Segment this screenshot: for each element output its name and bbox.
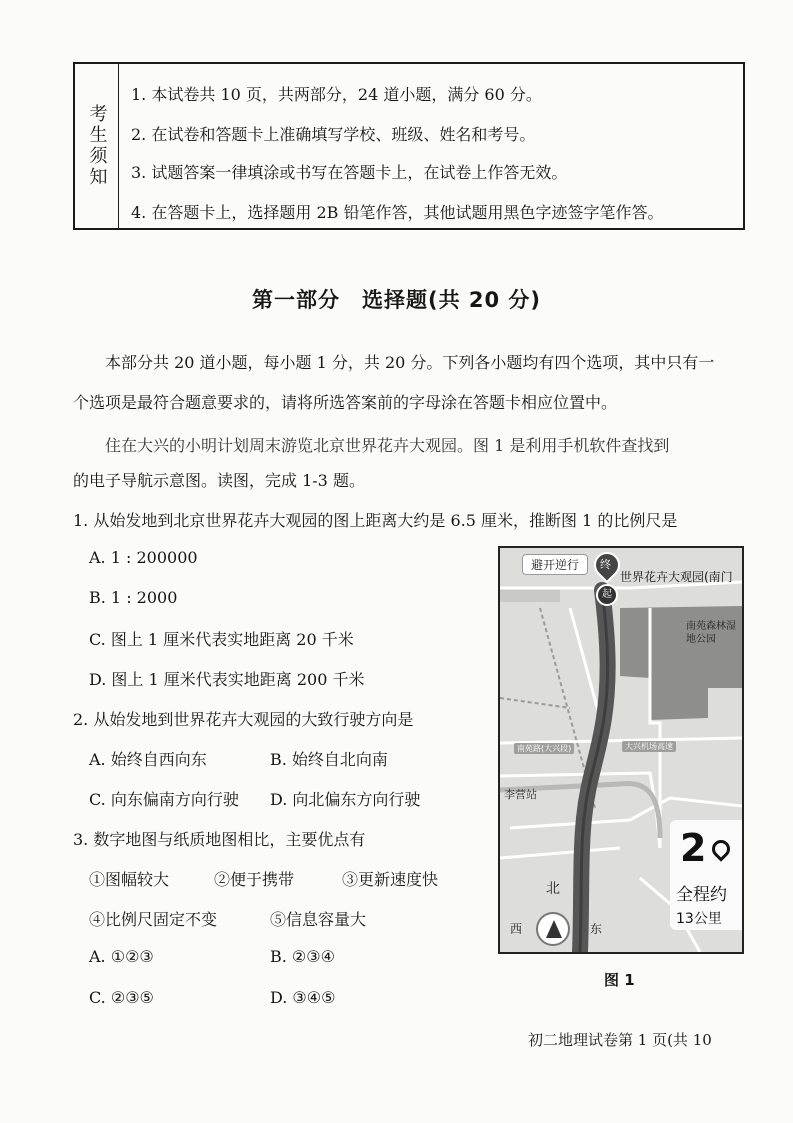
figure-caption: 图 1 bbox=[604, 971, 635, 989]
notice-label: 考生须知 bbox=[86, 104, 108, 188]
station-label: 李营站 bbox=[504, 788, 537, 801]
q3-stem: 3. 数字地图与纸质地图相比，主要优点有 bbox=[73, 830, 366, 849]
q1-option-c: C. 图上 1 厘米代表实地距离 20 千米 bbox=[89, 630, 354, 649]
intro-line-2: 个选项是最符合题意要求的，请将所选答案前的字母涂在答题卡相应位置中。 bbox=[73, 393, 618, 412]
q1-option-a: A. 1 : 200000 bbox=[89, 548, 198, 567]
notice-item-3: 3. 试题答案一律填涂或书写在答题卡上，在试卷上作答无效。 bbox=[131, 163, 568, 182]
notice-item-4: 4. 在答题卡上，选择题用 2B 铅笔作答，其他试题用黑色字迹签字笔作答。 bbox=[131, 203, 664, 222]
road-label-2: 大兴机场高速 bbox=[622, 741, 676, 752]
q2-option-a: A. 始终自西向东 bbox=[89, 750, 207, 769]
destination-label: 世界花卉大观园(南门 bbox=[620, 570, 733, 584]
q3-option-d: D. ③④⑤ bbox=[270, 988, 336, 1007]
start-badge: 起 bbox=[596, 584, 618, 606]
context-line-2: 的电子导航示意图。读图，完成 1-3 题。 bbox=[73, 471, 365, 490]
destination-pin-label: 终 bbox=[600, 558, 611, 571]
q3-option-c: C. ②③⑤ bbox=[89, 988, 154, 1007]
q2-option-b: B. 始终自北向南 bbox=[270, 750, 388, 769]
q2-option-d: D. 向北偏东方向行驶 bbox=[270, 790, 421, 809]
intro-line-1: 本部分共 20 道小题，每小题 1 分，共 20 分。下列各小题均有四个选项，其中只有一 bbox=[105, 353, 715, 372]
q2-stem: 2. 从始发地到世界花卉大观园的大致行驶方向是 bbox=[73, 710, 414, 729]
q1-option-b: B. 1 : 2000 bbox=[89, 588, 178, 607]
park-label: 南苑森林湿地公园 bbox=[686, 621, 736, 645]
notice-item-1: 1. 本试卷共 10 页，共两部分，24 道小题，满分 60 分。 bbox=[131, 85, 542, 104]
current-location-icon bbox=[536, 912, 570, 946]
q1-option-d: D. 图上 1 厘米代表实地距离 200 千米 bbox=[89, 670, 365, 689]
q3-feature-4: ④比例尺固定不变 bbox=[89, 910, 218, 929]
page-footer: 初二地理试卷第 1 页(共 10 bbox=[528, 1031, 712, 1049]
q1-stem: 1. 从始发地到北京世界花卉大观园的图上距离大约是 6.5 厘米，推断图 1 的比例尺是 bbox=[73, 511, 678, 530]
q3-feature-1: ①图幅较大 bbox=[89, 870, 170, 889]
north-label: 北 bbox=[546, 881, 560, 897]
notice-label-cell bbox=[75, 64, 119, 228]
context-line-1: 住在大兴的小明计划周末游览北京世界花卉大观园。图 1 是利用手机软件查找到 bbox=[105, 436, 670, 455]
q2-option-c: C. 向东偏南方向行驶 bbox=[89, 790, 239, 809]
notice-item-2: 2. 在试卷和答题卡上准确填写学校、班级、姓名和考号。 bbox=[131, 125, 536, 144]
q3-option-b: B. ②③④ bbox=[270, 947, 335, 966]
turn-dot-icon bbox=[708, 836, 733, 861]
q3-option-a: A. ①②③ bbox=[89, 947, 154, 966]
q3-feature-3: ③更新速度快 bbox=[342, 870, 439, 889]
navigation-map-figure bbox=[498, 546, 744, 954]
route-summary-panel bbox=[670, 820, 744, 930]
turn-icon: 2 bbox=[680, 826, 707, 870]
section-title: 第一部分 选择题(共 20 分) bbox=[251, 288, 542, 312]
west-label: 西 bbox=[510, 922, 523, 936]
road-label-1: 南苑路(大兴段) bbox=[514, 743, 574, 754]
exam-notice-box bbox=[73, 62, 745, 230]
q3-feature-2: ②便于携带 bbox=[214, 870, 295, 889]
total-label: 全程约 bbox=[676, 885, 727, 905]
q3-feature-5: ⑤信息容量大 bbox=[270, 910, 367, 929]
distance-value: 13公里 bbox=[676, 911, 722, 927]
east-label: 东 bbox=[590, 922, 603, 936]
avoid-wrong-way-label: 避开逆行 bbox=[522, 554, 588, 575]
